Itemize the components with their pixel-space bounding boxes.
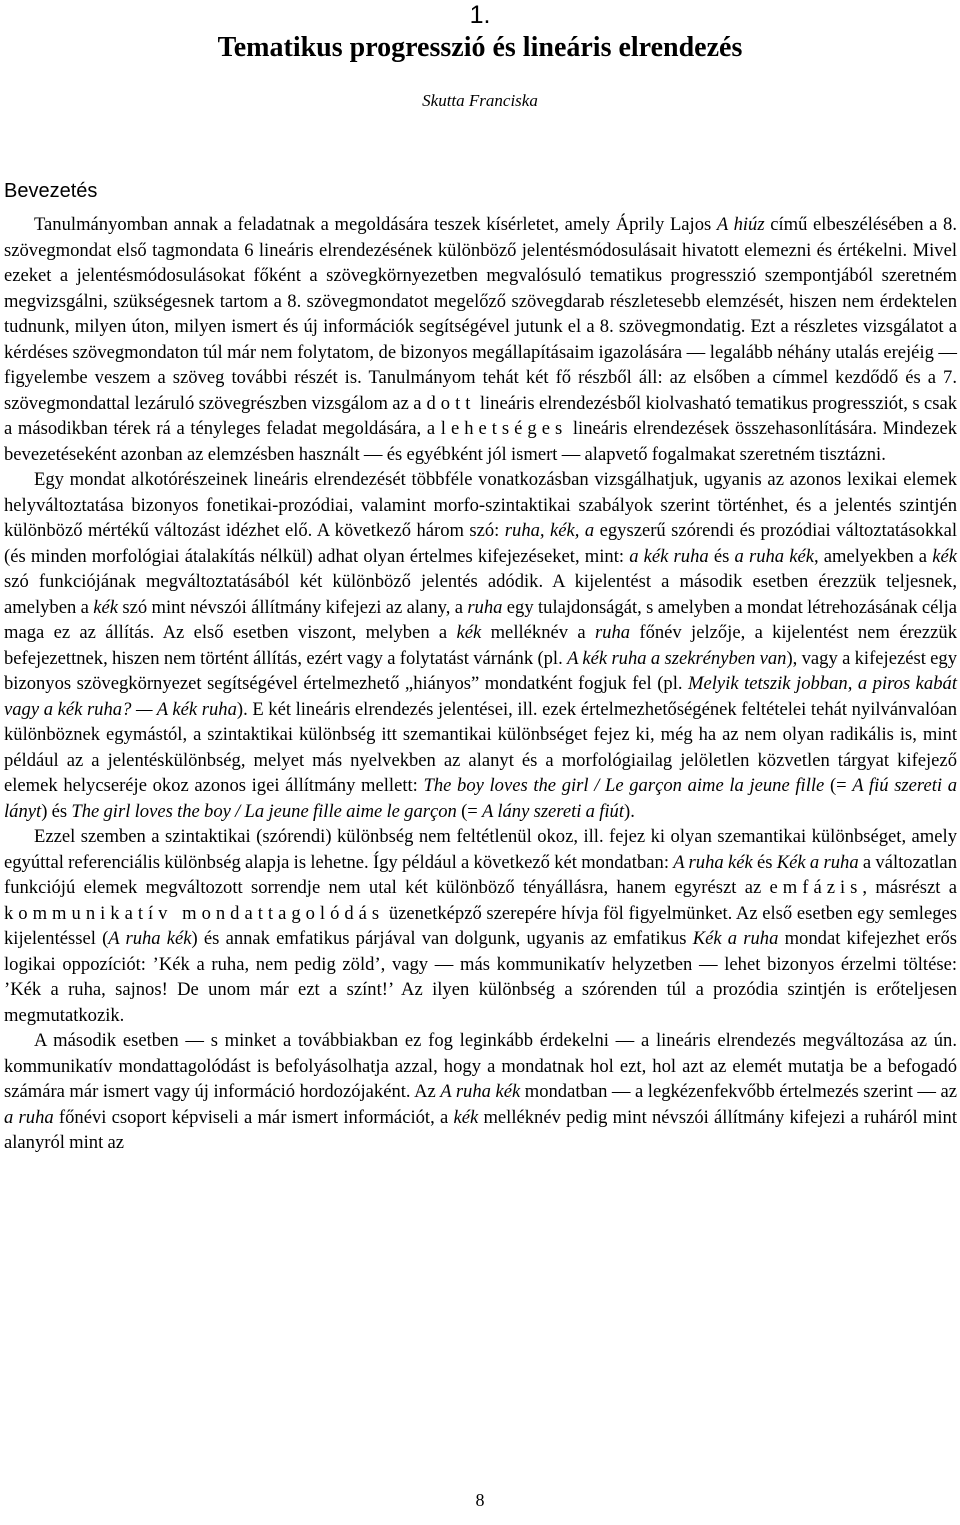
- text-run: , amelyekben a: [814, 545, 933, 567]
- page-number: 8: [475, 1490, 485, 1510]
- italic-run: kék: [453, 1106, 479, 1128]
- chapter-number: 1.: [469, 1, 491, 29]
- text-run: a változatlan funkciójú elemek megváltozott sorrendje nem utal két különböző tényállásra, hanem egyrészt az: [4, 851, 957, 898]
- paragraph: [4, 1028, 957, 1156]
- spaced-run: kommunikatív mondattagolódás: [4, 902, 385, 924]
- text-run: A második esetben — s minket a továbbiakban ez fog leginkább érdekelni — a lineáris elrendezés megváltozása az ún. kommunikatív mondattagolódást is befolyásolhatja azzal, hogy a mondatnak hol ezt, hol azt az elemét mutatja be a befogadó számára már ismert vagy új információ hordozójaként. Az: [4, 1030, 957, 1102]
- italic-run: kék: [93, 596, 119, 618]
- italic-run: A hiúz: [716, 214, 765, 235]
- text-run: Ezzel szemben a szintaktikai (szórendi) különbség nem feltétlenül okoz, ill. fejez ki olyan szemantikai különbséget, amely egyúttal referenciális különbség alapja is lehetne. Így például a következő két mondatban:: [4, 826, 957, 873]
- paragraph: [4, 212, 957, 467]
- text-run: mondat kifejezhet erős logikai oppozíciót: ’Kék a ruha, nem pedig zöld’, vagy — más kommunikatív helyzetben — lehet bizonyos érzelmi töltése: ’Kék a ruha, sajnos! De unom már ezt a színt!’ Az ilyen különbség a szórenden túl a prozódia szintjén is erőteljesen megmutatkozik.: [4, 928, 957, 1026]
- text-run: egyszerű szórendi és prozódiai változtatásokkal (és minden morfológiai átalakítás nélkül) adhat olyan értelmes kifejezéseket, mint:: [4, 520, 957, 567]
- italic-run: A ruha kék: [673, 851, 753, 873]
- italic-run: a ruha: [4, 1106, 54, 1128]
- text-run: ), vagy a kifejezést egy bizonyos szövegkörnyezet segítségével értelmezhető „hiányos” mondatként fogjuk fel (pl.: [4, 647, 958, 694]
- spaced-run: lehetséges: [440, 418, 568, 439]
- text-run: és: [708, 545, 735, 567]
- text-run: ).: [624, 800, 635, 822]
- paragraph: [4, 467, 957, 824]
- paragraph: [4, 824, 957, 1028]
- italic-run: a ruha kék: [734, 545, 814, 567]
- spaced-run: adott: [413, 392, 476, 414]
- text-run: egy tulajdonságát, s amelyben a mondat létrehozásának célja maga ez az állítás. Az első esetben viszont, melyben a: [4, 596, 958, 643]
- italic-run: A ruha kék: [440, 1081, 521, 1102]
- italic-run: a kék ruha: [629, 545, 709, 567]
- italic-run: The girl loves the boy / La jeune fille aime le garçon: [71, 800, 457, 822]
- text-run: szó mint névszói állítmány kifejezi az alany, a: [118, 596, 468, 618]
- text-run: szó funkciójának megváltoztatásából két különböző jelentés adódik. A kijelentést a második esetben érezzük teljesnek, amelyben a: [4, 571, 957, 618]
- italic-run: Kék a ruha: [776, 851, 859, 873]
- text-run: (=: [456, 800, 483, 822]
- italic-run: A fiú szereti a lányt: [4, 775, 957, 822]
- text-run: melléknév pedig mint névszói állítmány kifejezi a ruháról mint alanyról mint az: [4, 1106, 957, 1153]
- text-run: ). E két lineáris elrendezés jelentései, ill. ezek értelmezhetőségének feltételei tehát nyilvánvalóan különböznek egymástól, a szintaktikai különbség itt szemantikai különbséget fejez ki, még ha az nem olyan radikális is, mint például az a jelentéskülönbség, melyet más nyelvekben az alanyt és a morfológiailag jelöletlen közvetlen tárgyat kifejező elemek helycseréje okoz azonos igei állítmány mellett:: [4, 698, 958, 796]
- body-text: [4, 212, 957, 1156]
- text-run: főnév jelzője, a kijelentést nem érezzük befejezettnek, hiszen nem történt állítás, ezért vagy a folytatást várnánk (pl.: [4, 622, 957, 669]
- section-heading: Bevezetés: [4, 180, 98, 202]
- text-run: ) és annak emfatikus párjával van dolgunk, ugyanis az emfatikus: [191, 928, 693, 949]
- text-run: főnévi csoport képviseli a már ismert információt, a: [53, 1106, 454, 1128]
- text-run: üzenetképző szerepére hívja föl figyelmünket. Az első esetben egy semleges kijelentéssel (: [4, 902, 957, 949]
- text-run: ) és: [41, 800, 72, 822]
- text-run: melléknév a: [481, 622, 595, 643]
- italic-run: ruha, kék, a: [504, 520, 595, 541]
- italic-run: kék: [932, 545, 957, 567]
- italic-run: ruha: [594, 622, 631, 643]
- italic-run: A lány szereti a fiút: [482, 800, 625, 822]
- text-run: , másrészt a: [862, 877, 958, 898]
- author-name: Skutta Franciska: [422, 91, 538, 110]
- text-run: című elbeszélésében a 8. szövegmondat első tagmondata 6 lineáris elrendezésének különböző jelentésmódosulásait hivatott elemezni és értékelni. Mivel ezeket a jelentésmódosulásokat főként a szövegkörnyezetben megvalósuló tematikus progresszió szempontjából szeretném megvizsgálni, szükségesnek tartom a 8. szövegmondatot megelőző szövegdarab részletesebb elemzését, hiszen nem érdektelen tudnunk, milyen úton, milyen ismert és új információk segítségével jutunk el a 8. szövegmondatig. Ezt a részletes vizsgálatot a kérdéses szövegmondaton túl már nem folytatom, de bizonyos megállapításaim igazolására — legalább néhány utalás erejéig — figyelembe veszem a szöveg további részét is. Tanulmányom tehát két fő részből áll: az elsőben a címmel kezdődő és a 7. szövegmondattal lezáruló szövegrészben vizsgálom az: [4, 214, 957, 414]
- text-run: lineáris elrendezések összehasonlítására. Mindezek bevezetéseként azonban az elemzésben használt — és egyébként jól ismert — alapvető fogalmakat szeretném tisztázni.: [4, 418, 958, 465]
- text-run: (=: [824, 775, 853, 796]
- text-run: és: [752, 851, 777, 873]
- chapter-title: Tematikus progresszió és lineáris elrendezés: [217, 32, 743, 63]
- italic-run: The boy loves the girl / Le garçon aime la jeune fille: [423, 775, 825, 796]
- spaced-run: emfázis: [769, 877, 863, 898]
- text-run: Tanulmányomban annak a feladatnak a megoldására teszek kísérletet, amely Áprily Lajos: [34, 214, 717, 235]
- text-run: mondatban — a legkézenfekvőbb értelmezés szerint — az: [520, 1081, 957, 1102]
- text-run: Egy mondat alkotórészeinek lineáris elrendezését többféle vonatkozásban vizsgálhatjuk, ugyanis az azonos lexikai elemek helyváltoztatása bizonyos fonetikai-prozódiai, valamint morfo-szintaktikai szabályok szerint történhet, és a jelentés szintjén különböző mértékű változást idézhet elő. A következő három szó:: [4, 469, 957, 541]
- italic-run: Melyik tetszik jobban, a piros kabát vagy a kék ruha? — A kék ruha: [4, 673, 957, 720]
- text-run: lineáris elrendezésből kiolvasható tematikus progressziót, s csak a másodikban térek rá a tényleges feladat megoldására, a: [4, 392, 957, 439]
- italic-run: A ruha kék: [108, 928, 192, 949]
- italic-run: Kék a ruha: [692, 928, 779, 949]
- italic-run: ruha: [467, 596, 503, 618]
- italic-run: A kék ruha a szekrényben van: [567, 647, 787, 669]
- italic-run: kék: [456, 622, 482, 643]
